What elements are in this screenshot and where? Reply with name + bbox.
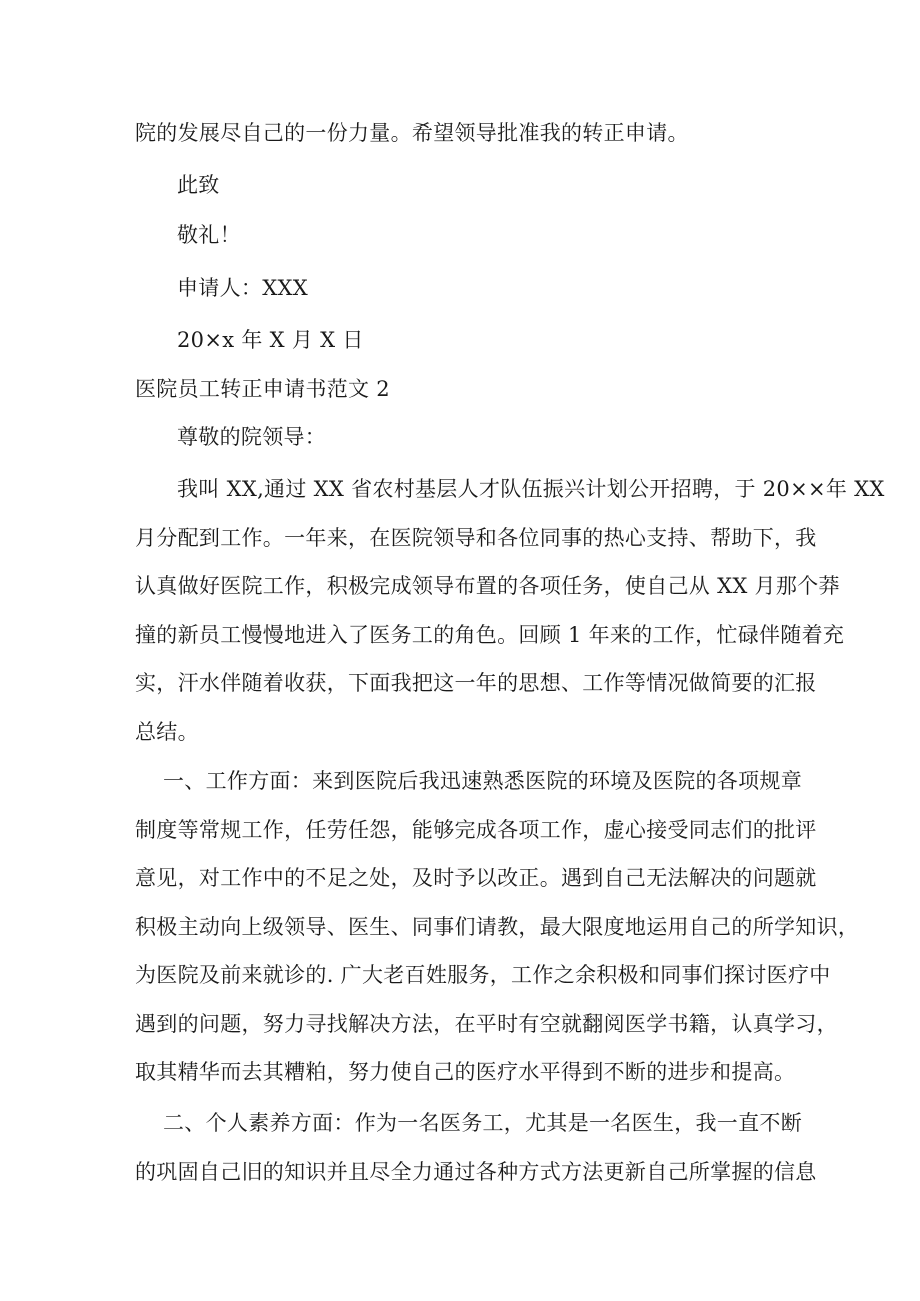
text-line-top: 院的发展尽自己的一份力量。希望领导批准我的转正申请。	[135, 121, 689, 145]
paragraph-line: 月分配到工作。一年来，在医院领导和各位同事的热心支持、帮助下，我	[135, 525, 817, 550]
paragraph-line: 实，汗水伴随着收获，下面我把这一年的思想、工作等情况做简要的汇报	[135, 671, 817, 695]
paragraph-line: 撞的新员工慢慢地进入了医务工的角色。回顾 1 年来的工作，忙碌伴随着充	[135, 622, 845, 647]
paragraph-line: 的巩固自己旧的知识并且尽全力通过各种方式方法更新自己所掌握的信息	[135, 1159, 817, 1184]
paragraph-line: 遇到的问题，努力寻找解决方法，在平时有空就翻阅医学书籍，认真学习，	[135, 1011, 838, 1036]
closing-salutation: 此致	[177, 173, 220, 197]
paragraph-line: 积极主动向上级领导、医生、同事们请教，最大限度地运用自己的所学知识，	[135, 914, 860, 939]
paragraph-line: 总结。	[135, 719, 199, 744]
paragraph-line: 认真做好医院工作，积极完成领导布置的各项任务，使自己从 XX 月那个莽	[135, 574, 840, 598]
paragraph-line: 取其精华而去其糟粕，努力使自己的医疗水平得到不断的进步和提高。	[135, 1060, 796, 1084]
paragraph-work	[135, 757, 860, 1097]
greeting-line: 尊敬的院领导：	[177, 425, 327, 449]
section-title: 医院员工转正申请书范文 2	[135, 377, 390, 401]
paragraph-intro	[135, 465, 885, 756]
date-line: 20×x 年 X 月 X 日	[177, 328, 364, 352]
paragraph-personal	[135, 1099, 817, 1196]
paragraph-line: 为医院及前来就诊的. 广大老百姓服务，工作之余积极和同事们探讨医疗中	[135, 963, 831, 987]
paragraph-line: 一、工作方面：来到医院后我迅速熟悉医院的环境及医院的各项规章	[163, 769, 802, 793]
paragraph-line: 二、个人素养方面：作为一名医务工，尤其是一名医生，我一直不断	[163, 1111, 802, 1135]
paragraph-line: 制度等常规工作，任劳任怨，能够完成各项工作，虚心接受同志们的批评	[135, 817, 817, 842]
closing-regards: 敬礼！	[177, 223, 241, 247]
paragraph-line: 意见，对工作中的不足之处，及时予以改正。遇到自己无法解决的问题就	[135, 866, 817, 890]
applicant-line: 申请人：XXX	[177, 276, 308, 300]
paragraph-line: 我叫 XX,通过 XX 省农村基层人才队伍振兴计划公开招聘，于 20××年 XX	[177, 477, 885, 501]
